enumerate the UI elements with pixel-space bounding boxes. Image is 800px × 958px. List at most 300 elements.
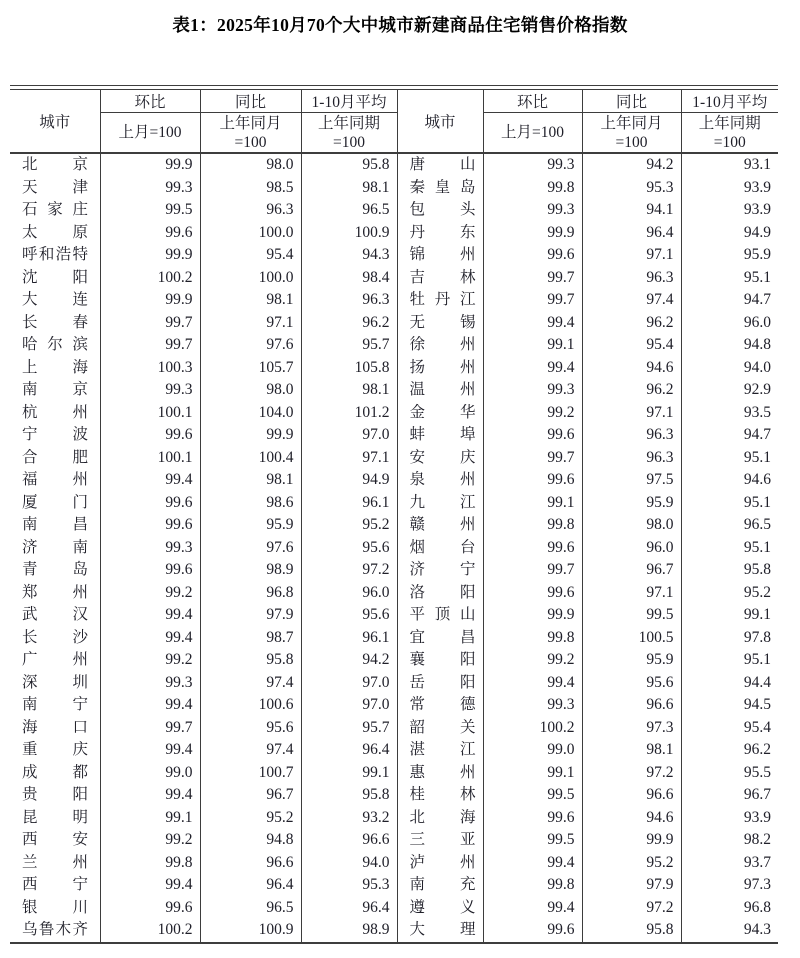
yoy-value-left: 95.2 (200, 807, 301, 830)
avg-value-right: 97.8 (681, 627, 778, 650)
yoy-value-left: 97.6 (200, 537, 301, 560)
mom-value-left: 99.6 (100, 424, 200, 447)
header-mom-right: 环比 (483, 90, 582, 113)
city-cell-left (10, 312, 100, 335)
mom-value-right: 100.2 (483, 717, 582, 740)
avg-value-left: 94.2 (301, 649, 397, 672)
city-name: 重 庆 (22, 741, 88, 758)
avg-value-left: 95.2 (301, 514, 397, 537)
city-cell-left (10, 874, 100, 897)
city-name: 济 宁 (409, 561, 476, 578)
city-name: 成 都 (22, 763, 88, 781)
city-name: 太 原 (22, 223, 88, 241)
mom-value-left: 99.8 (100, 852, 200, 875)
yoy-value-left: 94.8 (200, 829, 301, 852)
mom-value-right: 99.6 (483, 807, 582, 830)
avg-value-right: 93.5 (681, 402, 778, 425)
mom-value-left: 99.9 (100, 153, 200, 177)
mom-value-right: 99.9 (483, 604, 582, 627)
city-cell-left (10, 447, 100, 470)
city-cell-left (10, 537, 100, 560)
mom-value-right: 99.5 (483, 829, 582, 852)
city-cell-right (397, 153, 483, 177)
city-name: 洛 阳 (409, 583, 476, 601)
yoy-value-right: 98.1 (582, 739, 681, 762)
yoy-value-right: 98.0 (582, 514, 681, 537)
city-name: 南 宁 (22, 696, 88, 713)
city-cell-right (397, 469, 483, 492)
yoy-value-left: 100.4 (200, 447, 301, 470)
yoy-value-left: 100.0 (200, 267, 301, 290)
header-yoy-right: 同比 (582, 90, 681, 113)
table-row (10, 717, 778, 740)
avg-value-right: 99.1 (681, 604, 778, 627)
city-name: 惠 州 (409, 763, 476, 781)
city-name: 北 海 (409, 808, 476, 826)
city-name: 徐 州 (409, 336, 476, 353)
city-cell-right (397, 582, 483, 605)
yoy-value-right: 96.3 (582, 267, 681, 290)
city-cell-right (397, 334, 483, 357)
table-row (10, 424, 778, 447)
city-cell-right (397, 289, 483, 312)
yoy-value-left: 96.4 (200, 874, 301, 897)
city-name: 银 川 (22, 898, 88, 916)
mom-value-right: 99.7 (483, 447, 582, 470)
table-header (10, 90, 778, 154)
city-cell-left (10, 267, 100, 290)
mom-value-left: 99.4 (100, 739, 200, 762)
avg-base-line1: 上年同期 (698, 114, 761, 132)
mom-value-left: 99.3 (100, 177, 200, 200)
table-row (10, 649, 778, 672)
table-row (10, 244, 778, 267)
mom-value-right: 99.7 (483, 559, 582, 582)
avg-value-left: 96.5 (301, 199, 397, 222)
yoy-value-left: 96.3 (200, 199, 301, 222)
table-row (10, 357, 778, 380)
yoy-value-right: 94.2 (582, 153, 681, 177)
yoy-value-left: 97.6 (200, 334, 301, 357)
yoy-value-left: 98.7 (200, 627, 301, 650)
city-cell-left (10, 514, 100, 537)
mom-value-right: 99.8 (483, 177, 582, 200)
city-name: 泸 州 (409, 853, 476, 871)
avg-value-right: 93.9 (681, 177, 778, 200)
mom-value-right: 99.8 (483, 627, 582, 650)
city-cell-right (397, 627, 483, 650)
city-name: 杭 州 (22, 403, 88, 421)
yoy-value-right: 96.3 (582, 447, 681, 470)
city-cell-left (10, 424, 100, 447)
city-name: 南 充 (409, 876, 476, 893)
city-name: 秦 皇 岛 (409, 178, 476, 196)
avg-value-left: 96.1 (301, 492, 397, 515)
city-cell-left (10, 492, 100, 515)
mom-value-left: 99.6 (100, 514, 200, 537)
mom-value-right: 99.4 (483, 897, 582, 920)
mom-value-left: 100.2 (100, 919, 200, 943)
table-row (10, 874, 778, 897)
city-cell-right (397, 424, 483, 447)
avg-value-right: 95.4 (681, 717, 778, 740)
avg-value-right: 93.1 (681, 153, 778, 177)
header-row-groups (10, 90, 778, 113)
city-name: 赣 州 (409, 516, 476, 533)
mom-value-left: 100.1 (100, 447, 200, 470)
city-name: 岳 阳 (409, 673, 476, 691)
header-yoy-left: 同比 (200, 90, 301, 113)
header-avg-right: 1-10月平均 (681, 90, 778, 113)
table-row (10, 784, 778, 807)
yoy-base-line1: 上年同月 (219, 114, 282, 132)
city-cell-right (397, 222, 483, 245)
avg-value-left: 98.1 (301, 177, 397, 200)
yoy-value-right: 94.6 (582, 807, 681, 830)
avg-value-left: 94.9 (301, 469, 397, 492)
city-cell-left (10, 829, 100, 852)
yoy-value-left: 95.8 (200, 649, 301, 672)
yoy-value-right: 96.2 (582, 379, 681, 402)
avg-value-right: 96.5 (681, 514, 778, 537)
yoy-value-right: 97.3 (582, 717, 681, 740)
avg-value-left: 96.1 (301, 627, 397, 650)
avg-value-left: 105.8 (301, 357, 397, 380)
yoy-value-right: 100.5 (582, 627, 681, 650)
table-row (10, 672, 778, 695)
table-body (10, 153, 778, 943)
city-name: 安 庆 (409, 448, 476, 466)
table-row (10, 222, 778, 245)
avg-value-right: 95.9 (681, 244, 778, 267)
table-row (10, 604, 778, 627)
city-name: 武 汉 (22, 606, 88, 623)
mom-value-left: 99.6 (100, 222, 200, 245)
mom-value-left: 99.4 (100, 627, 200, 650)
yoy-value-right: 95.3 (582, 177, 681, 200)
yoy-value-left: 95.6 (200, 717, 301, 740)
avg-value-left: 97.0 (301, 672, 397, 695)
city-name: 桂 林 (409, 786, 476, 803)
city-name: 贵 阳 (22, 786, 88, 803)
yoy-base-line2: =100 (234, 133, 267, 151)
yoy-value-left: 98.9 (200, 559, 301, 582)
avg-value-left: 97.1 (301, 447, 397, 470)
city-name: 天 津 (22, 178, 88, 196)
table-row (10, 559, 778, 582)
yoy-value-right: 97.1 (582, 244, 681, 267)
city-cell-right (397, 537, 483, 560)
city-name: 哈 尔 滨 (22, 336, 88, 353)
mom-value-right: 99.0 (483, 739, 582, 762)
yoy-value-right: 97.9 (582, 874, 681, 897)
mom-value-right: 99.4 (483, 357, 582, 380)
city-cell-left (10, 289, 100, 312)
table-row (10, 852, 778, 875)
avg-value-left: 97.0 (301, 694, 397, 717)
yoy-value-right: 95.9 (582, 649, 681, 672)
city-cell-left (10, 919, 100, 943)
mom-value-right: 99.1 (483, 492, 582, 515)
header-mom-left: 环比 (100, 90, 200, 113)
city-cell-left (10, 469, 100, 492)
avg-value-left: 95.8 (301, 153, 397, 177)
mom-value-right: 99.4 (483, 312, 582, 335)
mom-value-left: 99.7 (100, 312, 200, 335)
city-cell-right (397, 784, 483, 807)
mom-value-right: 99.6 (483, 244, 582, 267)
yoy-value-left: 98.1 (200, 289, 301, 312)
table-row (10, 627, 778, 650)
page-title: 表1：2025年10月70个大中城市新建商品住宅销售价格指数 (172, 15, 628, 35)
yoy-value-right: 95.6 (582, 672, 681, 695)
header-yoy-base-left (200, 113, 301, 154)
city-name: 上 海 (22, 358, 88, 376)
avg-value-left: 96.3 (301, 289, 397, 312)
yoy-value-right: 96.0 (582, 537, 681, 560)
mom-value-left: 99.5 (100, 199, 200, 222)
yoy-value-left: 97.9 (200, 604, 301, 627)
mom-value-right: 99.8 (483, 874, 582, 897)
avg-value-left: 100.9 (301, 222, 397, 245)
table-row (10, 469, 778, 492)
yoy-value-left: 96.7 (200, 784, 301, 807)
mom-value-left: 99.1 (100, 807, 200, 830)
city-name: 合 肥 (22, 448, 88, 466)
city-cell-right (397, 672, 483, 695)
avg-value-left: 95.6 (301, 537, 397, 560)
city-name: 大 理 (409, 921, 476, 938)
yoy-value-left: 97.4 (200, 739, 301, 762)
avg-value-left: 98.4 (301, 267, 397, 290)
city-name: 长 沙 (22, 628, 88, 646)
avg-value-right: 94.9 (681, 222, 778, 245)
city-cell-right (397, 649, 483, 672)
city-cell-left (10, 694, 100, 717)
city-cell-left (10, 717, 100, 740)
avg-value-left: 96.6 (301, 829, 397, 852)
mom-value-right: 99.7 (483, 289, 582, 312)
avg-value-left: 97.0 (301, 424, 397, 447)
avg-base-line1: 上年同期 (317, 114, 380, 132)
table-row (10, 829, 778, 852)
mom-value-left: 99.4 (100, 604, 200, 627)
avg-value-right: 95.1 (681, 537, 778, 560)
mom-value-left: 100.2 (100, 267, 200, 290)
avg-value-right: 96.7 (681, 784, 778, 807)
yoy-value-right: 96.3 (582, 424, 681, 447)
avg-value-left: 93.2 (301, 807, 397, 830)
city-name: 昆 明 (22, 808, 88, 826)
avg-value-right: 94.7 (681, 289, 778, 312)
city-cell-right (397, 379, 483, 402)
city-cell-left (10, 244, 100, 267)
city-cell-left (10, 627, 100, 650)
city-name: 沈 阳 (22, 268, 88, 286)
yoy-base-line1: 上年同月 (600, 114, 663, 132)
header-yoy-base-right (582, 113, 681, 154)
avg-value-right: 93.7 (681, 852, 778, 875)
city-cell-right (397, 762, 483, 785)
avg-value-left: 95.3 (301, 874, 397, 897)
city-cell-right (397, 514, 483, 537)
avg-value-right: 94.0 (681, 357, 778, 380)
yoy-value-left: 96.6 (200, 852, 301, 875)
header-city-right: 城市 (397, 90, 483, 154)
city-cell-left (10, 784, 100, 807)
mom-value-left: 99.2 (100, 829, 200, 852)
avg-value-right: 95.1 (681, 649, 778, 672)
mom-value-right: 99.3 (483, 694, 582, 717)
city-cell-left (10, 762, 100, 785)
mom-value-right: 99.6 (483, 582, 582, 605)
yoy-value-left: 96.5 (200, 897, 301, 920)
table-row (10, 492, 778, 515)
city-name: 石 家 庄 (22, 201, 88, 218)
price-index-table (10, 89, 778, 944)
city-name: 兰 州 (22, 853, 88, 871)
table-row (10, 447, 778, 470)
city-name: 厦 门 (22, 493, 88, 511)
yoy-value-left: 98.0 (200, 379, 301, 402)
city-cell-right (397, 829, 483, 852)
yoy-value-right: 96.6 (582, 784, 681, 807)
mom-value-right: 99.7 (483, 267, 582, 290)
city-name: 泉 州 (409, 471, 476, 488)
avg-base-line2: =100 (713, 133, 746, 151)
avg-value-left: 97.2 (301, 559, 397, 582)
table-row (10, 694, 778, 717)
header-avg-base-left (301, 113, 397, 154)
city-name: 牡 丹 江 (409, 291, 476, 308)
city-cell-right (397, 492, 483, 515)
city-name: 北 京 (22, 156, 88, 173)
mom-value-left: 100.1 (100, 402, 200, 425)
avg-value-right: 96.2 (681, 739, 778, 762)
avg-value-right: 94.4 (681, 672, 778, 695)
city-name: 烟 台 (409, 538, 476, 556)
city-name: 郑 州 (22, 583, 88, 601)
avg-value-right: 93.9 (681, 199, 778, 222)
city-name: 遵 义 (409, 898, 476, 916)
mom-value-right: 99.6 (483, 537, 582, 560)
yoy-value-right: 95.2 (582, 852, 681, 875)
yoy-value-left: 98.5 (200, 177, 301, 200)
city-name: 宁 波 (22, 426, 88, 443)
table-row (10, 919, 778, 943)
mom-value-right: 99.6 (483, 469, 582, 492)
city-cell-left (10, 672, 100, 695)
mom-value-right: 99.3 (483, 199, 582, 222)
mom-value-right: 99.3 (483, 379, 582, 402)
avg-value-right: 94.3 (681, 919, 778, 943)
avg-value-left: 96.4 (301, 739, 397, 762)
avg-value-left: 101.2 (301, 402, 397, 425)
city-cell-left (10, 334, 100, 357)
city-name: 金 华 (409, 403, 476, 421)
city-cell-left (10, 153, 100, 177)
city-name: 无 锡 (409, 313, 476, 331)
header-mom-base-right: 上月=100 (483, 113, 582, 154)
city-cell-left (10, 604, 100, 627)
avg-value-right: 96.8 (681, 897, 778, 920)
mom-value-right: 99.4 (483, 672, 582, 695)
city-name: 长 春 (22, 313, 88, 331)
city-cell-left (10, 739, 100, 762)
yoy-value-left: 100.0 (200, 222, 301, 245)
table-row (10, 379, 778, 402)
mom-value-left: 99.3 (100, 672, 200, 695)
avg-value-right: 94.6 (681, 469, 778, 492)
table-row (10, 762, 778, 785)
city-cell-right (397, 694, 483, 717)
avg-value-right: 92.9 (681, 379, 778, 402)
header-row-bases (10, 113, 778, 154)
city-name: 西 安 (22, 831, 88, 848)
avg-value-right: 94.8 (681, 334, 778, 357)
avg-value-right: 94.5 (681, 694, 778, 717)
city-cell-right (397, 177, 483, 200)
city-cell-left (10, 199, 100, 222)
city-cell-left (10, 897, 100, 920)
yoy-value-right: 97.4 (582, 289, 681, 312)
yoy-value-right: 96.6 (582, 694, 681, 717)
city-name: 宜 昌 (409, 628, 476, 646)
yoy-value-left: 104.0 (200, 402, 301, 425)
city-name: 大 连 (22, 291, 88, 308)
mom-value-right: 99.8 (483, 514, 582, 537)
table-row (10, 199, 778, 222)
mom-value-left: 99.2 (100, 582, 200, 605)
mom-value-left: 99.9 (100, 289, 200, 312)
mom-value-left: 99.3 (100, 379, 200, 402)
city-name: 唐 山 (409, 156, 476, 173)
yoy-value-right: 95.8 (582, 919, 681, 943)
city-name: 温 州 (409, 381, 476, 398)
city-name: 西 宁 (22, 876, 88, 893)
city-cell-left (10, 582, 100, 605)
avg-value-right: 95.1 (681, 267, 778, 290)
yoy-value-right: 94.6 (582, 357, 681, 380)
table-row (10, 807, 778, 830)
yoy-value-right: 97.1 (582, 582, 681, 605)
yoy-value-left: 98.1 (200, 469, 301, 492)
mom-value-left: 99.4 (100, 874, 200, 897)
yoy-value-right: 97.1 (582, 402, 681, 425)
mom-value-right: 99.6 (483, 424, 582, 447)
mom-value-left: 100.3 (100, 357, 200, 380)
yoy-value-right: 97.2 (582, 762, 681, 785)
yoy-value-right: 96.7 (582, 559, 681, 582)
header-avg-left: 1-10月平均 (301, 90, 397, 113)
city-cell-left (10, 379, 100, 402)
city-cell-right (397, 807, 483, 830)
city-cell-left (10, 559, 100, 582)
city-name: 常 德 (409, 696, 476, 713)
avg-value-right: 95.8 (681, 559, 778, 582)
city-name: 吉 林 (409, 268, 476, 286)
table-row (10, 897, 778, 920)
avg-value-right: 95.1 (681, 492, 778, 515)
table-row (10, 177, 778, 200)
header-mom-base-left: 上月=100 (100, 113, 200, 154)
yoy-value-left: 105.7 (200, 357, 301, 380)
mom-value-left: 99.6 (100, 559, 200, 582)
table-row (10, 267, 778, 290)
mom-value-left: 99.4 (100, 694, 200, 717)
yoy-value-right: 99.5 (582, 604, 681, 627)
yoy-value-right: 96.4 (582, 222, 681, 245)
